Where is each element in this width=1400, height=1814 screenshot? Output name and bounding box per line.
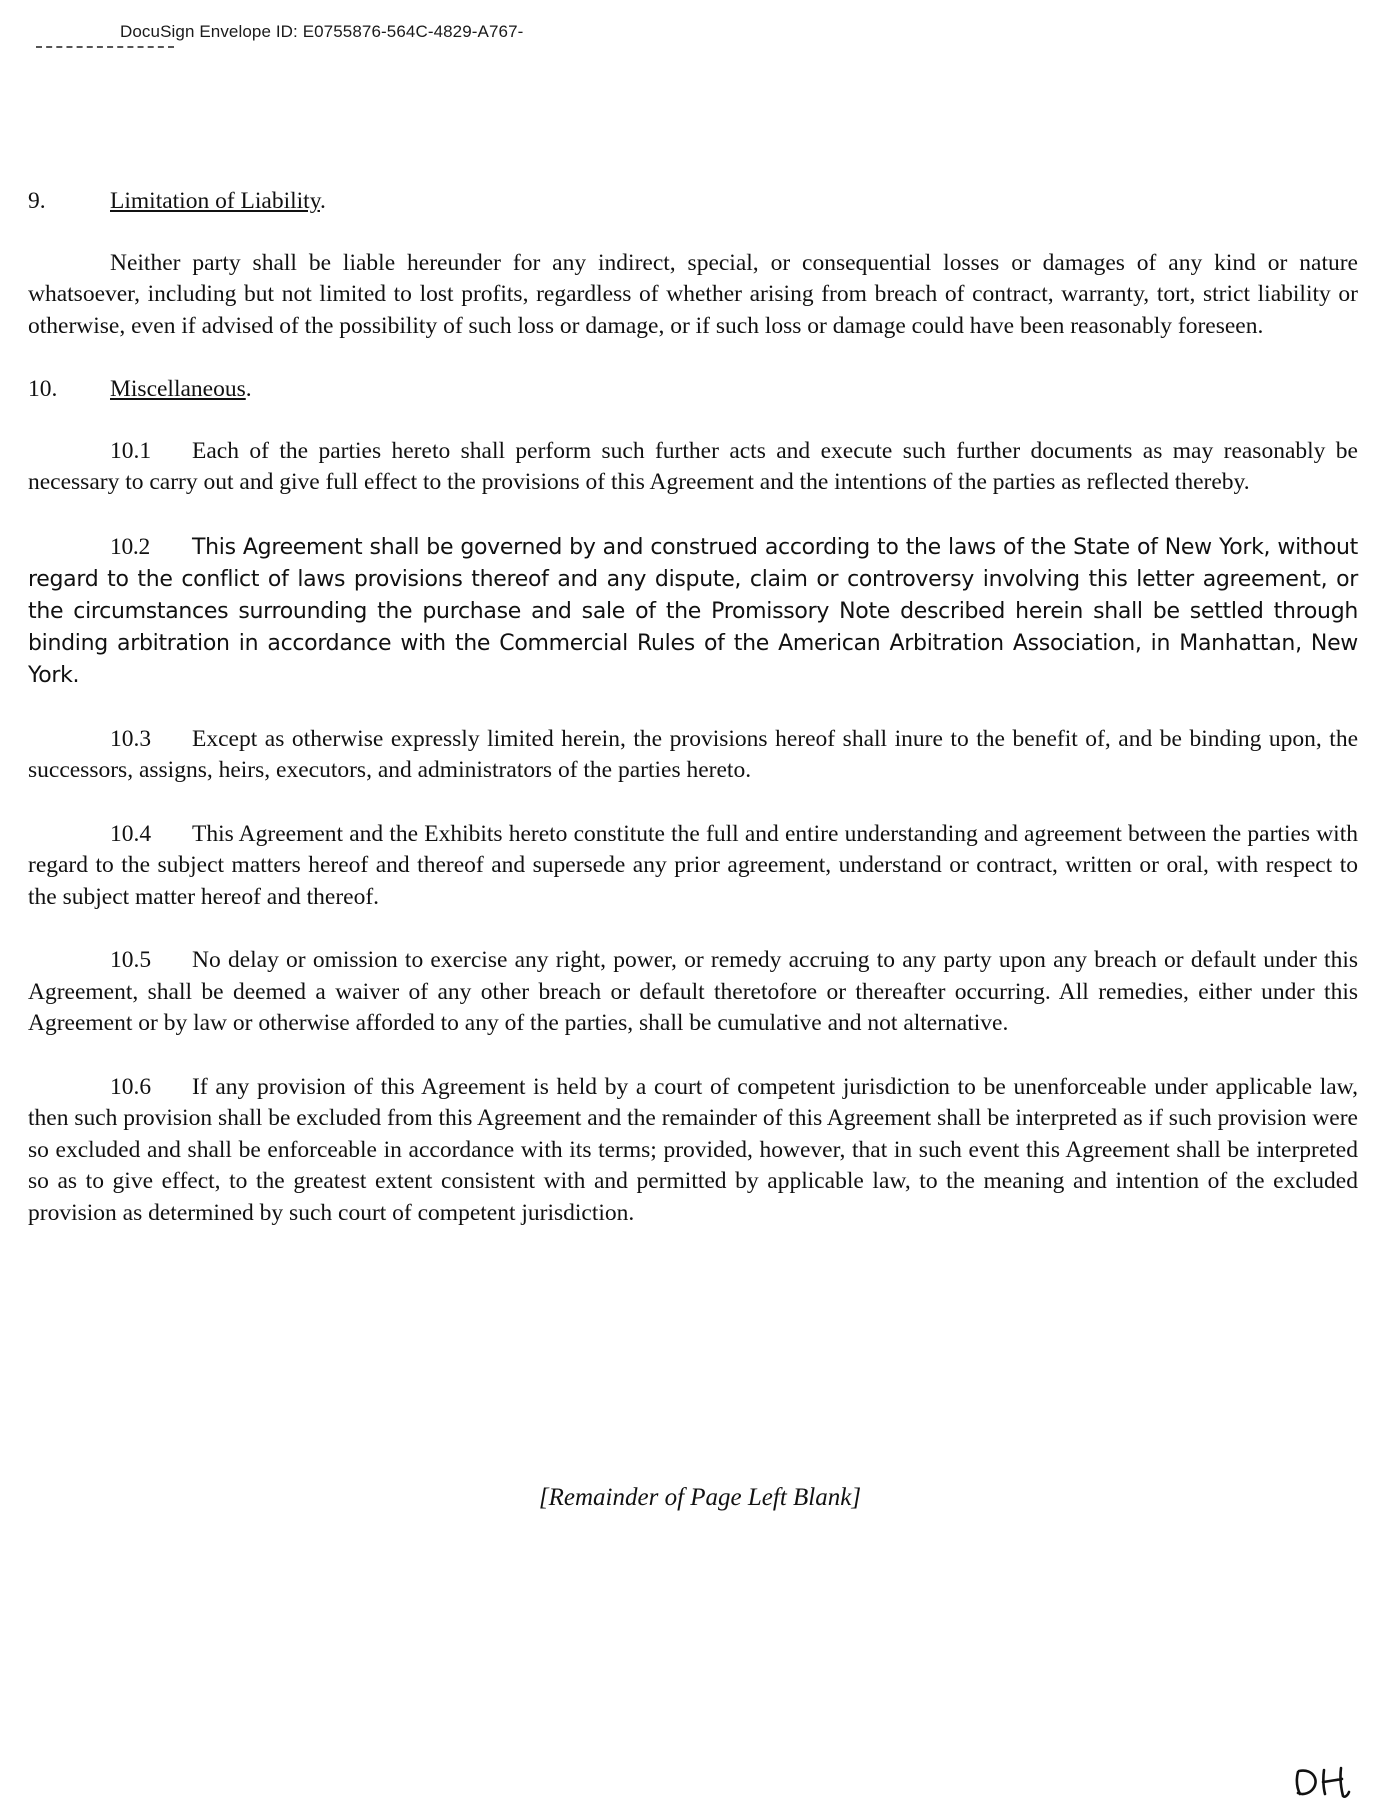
- clause-number: 10.3: [110, 725, 152, 752]
- clause-number: 10.4: [110, 820, 152, 847]
- handwritten-initials-signature: [1292, 1762, 1352, 1802]
- section-heading-9: 9. Limitation of Liability.: [28, 186, 1358, 218]
- clause-text: This Agreement and the Exhibits hereto constitute the full and entire understanding and agreement between the parties with regard to the subject matters hereof and thereof and supersede any prior agreement, understand or contract, written or oral, with respect to the subject matter hereof and thereof.: [28, 820, 1358, 910]
- clause-number: 10.1: [110, 437, 152, 464]
- section-title: Limitation of Liability: [110, 188, 320, 214]
- section-number: 10.: [28, 376, 58, 402]
- clause-text: Each of the parties hereto shall perform such further acts and execute such further documents as may reasonably be necessary to carry out and give full effect to the provisions of this Agreement and the intentions of the parties as reflected thereby.: [28, 437, 1358, 495]
- clause-9-body: Neither party shall be liable hereunder for any indirect, special, or consequential losses or damages of any kind or nature whatsoever, including but not limited to lost profits, regardless of whether arising from breach of contract, warranty, tort, strict liability or otherwise, even if advised of the possibility of such loss or damage, or if such loss or damage could have been reasonably foreseen.: [28, 249, 1358, 339]
- clause-number: 10.5: [110, 947, 152, 973]
- remainder-blank-note: [Remainder of Page Left Blank]: [538, 1484, 862, 1511]
- clause-text: No delay or omission to exercise any right, power, or remedy accruing to any party upon any breach or default under this Agreement, shall be deemed a waiver of any other breach or default theretofore or thereafter occurring. All remedies, either under this Agreement or by law or otherwise afforded to any of the parties, shall be cumulative and not alternative.: [28, 947, 1358, 1036]
- clause-10-1: [28, 436, 1358, 499]
- clause-10-4: [28, 819, 1358, 914]
- docusign-envelope-id: DocuSign Envelope ID: E0755876-564C-4829-A767-: [120, 22, 524, 41]
- clause-number: 10.6: [110, 1073, 152, 1100]
- clause-10-2: [28, 531, 1358, 692]
- clause-10-6: [28, 1072, 1358, 1230]
- clause-text: This Agreement shall be governed by and construed according to the laws of the State of New York, without regard to the conflict of laws provisions thereof and any dispute, claim or controversy involving this letter agreement, or the circumstances surrounding the purchase and sale of the Promissory Note described herein shall be settled through binding arbitration in accordance with the Commercial Rules of the American Arbitration Association, in Manhattan, New York.: [28, 534, 1358, 688]
- clause-text: Except as otherwise expressly limited herein, the provisions hereof shall inure to the benefit of, and be binding upon, the successors, assigns, heirs, executors, and administrators of the parties hereto.: [28, 725, 1358, 783]
- document-body: [28, 186, 1358, 1261]
- section-heading-10: 10. Miscellaneous.: [28, 374, 1358, 406]
- section-title: Miscellaneous: [110, 376, 246, 402]
- clause-10-5: [28, 945, 1358, 1040]
- envelope-id-overflow-mark: [36, 46, 174, 52]
- section-number: 9.: [28, 188, 46, 214]
- clause-10-3: [28, 724, 1358, 787]
- clause-text: If any provision of this Agreement is held by a court of competent jurisdiction to be unenforceable under applicable law, then such provision shall be excluded from this Agreement and the remainder of this Agreement shall be interpreted as if such provision were so excluded and shall be enforceable in accordance with its terms; provided, however, that in such event this Agreement shall be interpreted so as to give effect, to the greatest extent consistent with and permitted by applicable law, to the meaning and intention of the excluded provision as determined by such court of competent jurisdiction.: [28, 1073, 1358, 1226]
- clause-number: 10.2: [110, 533, 150, 560]
